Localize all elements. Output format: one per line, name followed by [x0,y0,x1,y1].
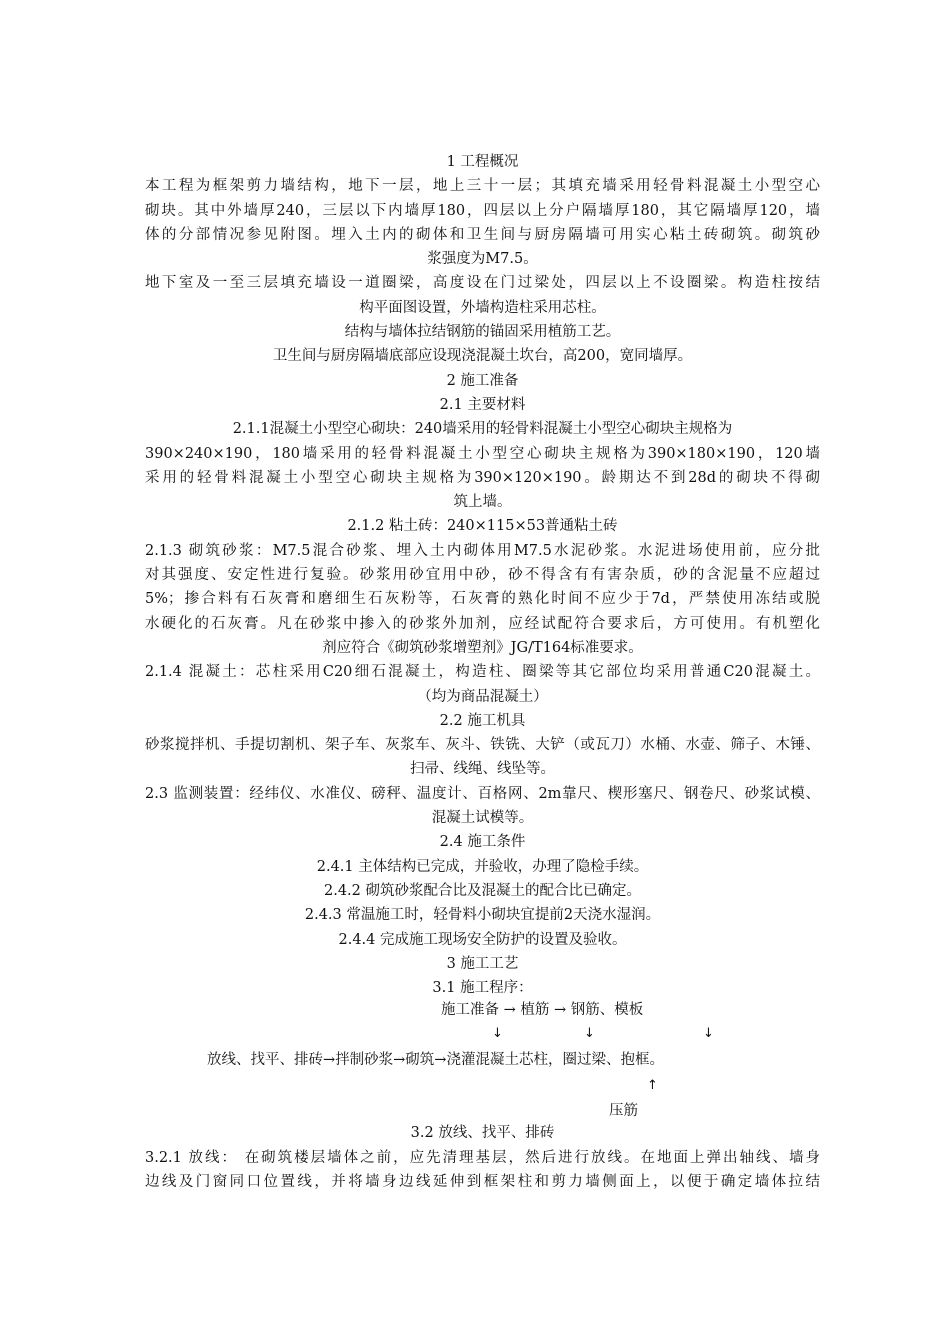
paragraph-line: （均为商品混凝土） [417,688,548,705]
paragraph-line: 混凝土试模等。 [431,810,534,827]
document-page [145,150,820,1194]
paragraph-line: 2.4.2 砌筑砂浆配合比及混凝土的配合比已确定。 [323,882,641,899]
flow-bottom-label: 压筋 [609,1103,638,1120]
paragraph-line: 地下室及一至三层填充墙设一道圈梁，高度设在门过梁处，四层以上不设圈梁。构造柱按结 [145,275,820,292]
flow-top-row: 施工准备 → 植筋 → 钢筋、模板 [441,1002,644,1019]
paragraph-line: 采用的轻骨料混凝土小型空心砌块主规格为390×120×190。龄期达不到28d的砌块不得砌 [145,469,820,486]
paragraph-line: 2.4.4 完成施工现场安全防护的设置及验收。 [338,931,627,948]
section-heading: 3 施工工艺 [446,955,519,972]
down-arrow-icon: ↓ [492,1026,503,1042]
paragraph-line: 2.3 监测装置：经纬仪、水准仪、磅秤、温度计、百格网、2m靠尺、楔形塞尺、钢卷尺、砂浆试模、 [145,785,820,802]
paragraph-line: 剂应符合《砌筑砂浆增塑剂》JG/T164标准要求。 [322,639,643,656]
paragraph-line: 2.1.3 砌筑砂浆：M7.5混合砂浆、埋入土内砌体用M7.5水泥砂浆。水泥进场使用前，应分批 [145,542,820,559]
subsection-heading: 2.4 施工条件 [439,834,526,851]
up-arrow-icon: ↑ [647,1078,658,1094]
paragraph-line: 体的分部情况参见附图。埋入土内的砌体和卫生间与厨房隔墙可用实心粘土砖砌筑。砌筑砂 [145,226,820,243]
section-heading: 1 工程概况 [446,154,519,170]
paragraph-line: 筑上墙。 [453,494,512,511]
flow-main-row: 放线、找平、排砖→拌制砂浆→砌筑→浇灌混凝土芯柱，圈过梁、抱框。 [207,1052,664,1069]
paragraph-line: 结构与墙体拉结钢筋的锚固采用植筋工艺。 [344,324,621,341]
paragraph-line: 边线及门窗同口位置线，并将墙身边线延伸到框架柱和剪力墙侧面上，以便于确定墙体拉结 [145,1173,820,1190]
paragraph-line: 浆强度为M7.5。 [427,251,538,268]
paragraph-line: 本工程为框架剪力墙结构，地下一层，地上三十一层；其填充墙采用轻骨料混凝土小型空心 [145,178,820,195]
subsection-heading: 3.1 施工程序： [432,980,533,997]
paragraph-line: 砂浆搅拌机、手提切割机、架子车、灰浆车、灰斗、铁铣、大铲（或瓦刀）水桶、水壶、筛子、木锤、 [145,737,820,754]
paragraph-line: 构平面图设置，外墙构造柱采用芯柱。 [359,299,606,316]
subsection-heading: 2.2 施工机具 [439,712,526,729]
paragraph-line: 5%；掺合料有石灰膏和磨细生石灰粉等，石灰膏的熟化时间不应少于7d，严禁使用冻结或脱 [145,591,820,608]
paragraph-line: 2.1.4 混凝土：芯柱采用C20细石混凝土，构造柱、圈梁等其它部位均采用普通C20混凝土。 [145,664,820,681]
paragraph-line: 390×240×190，180墙采用的轻骨料混凝土小型空心砌块主规格为390×180×190，120墙 [145,445,820,462]
paragraph-line: 卫生间与厨房隔墙底部应设现浇混凝土坎台，高200，宽同墙厚。 [272,348,693,365]
paragraph-line: 砌块。其中外墙厚240，三层以下内墙厚180，四层以上分户隔墙厚180，其它隔墙厚120，墙 [145,202,820,219]
paragraph-line: 2.1.1混凝土小型空心砌块：240墙采用的轻骨料混凝土小型空心砌块主规格为 [232,421,733,438]
paragraph-line: 2.1.2 粘土砖：240×115×53普通粘土砖 [347,518,618,535]
paragraph-line: 水硬化的石灰膏。凡在砂浆中掺入的砂浆外加剂，应经试配符合要求后，方可使用。有机塑化 [145,615,820,632]
paragraph-line: 2.4.1 主体结构已完成，并验收，办理了隐检手续。 [316,858,649,875]
section-heading: 2 施工准备 [446,372,519,389]
subsection-heading: 3.2 放线、找平、排砖 [410,1125,555,1142]
down-arrow-icon: ↓ [703,1026,714,1042]
paragraph-line: 扫帚、线绳、线坠等。 [410,761,555,778]
process-flow-diagram [145,1000,820,1121]
paragraph-line: 对其强度、安定性进行复验。砂浆用砂宜用中砂，砂不得含有有害杂质，砂的含泥量不应超过 [145,567,820,584]
down-arrow-icon: ↓ [584,1026,595,1042]
paragraph-line: 2.4.3 常温施工时，轻骨料小砌块宜提前2天浇水湿润。 [304,907,661,924]
paragraph-line: 3.2.1 放线： 在砌筑楼层墙体之前，应先清理基层，然后进行放线。在地面上弹出轴线、墙身 [145,1149,820,1166]
subsection-heading: 2.1 主要材料 [439,396,526,413]
